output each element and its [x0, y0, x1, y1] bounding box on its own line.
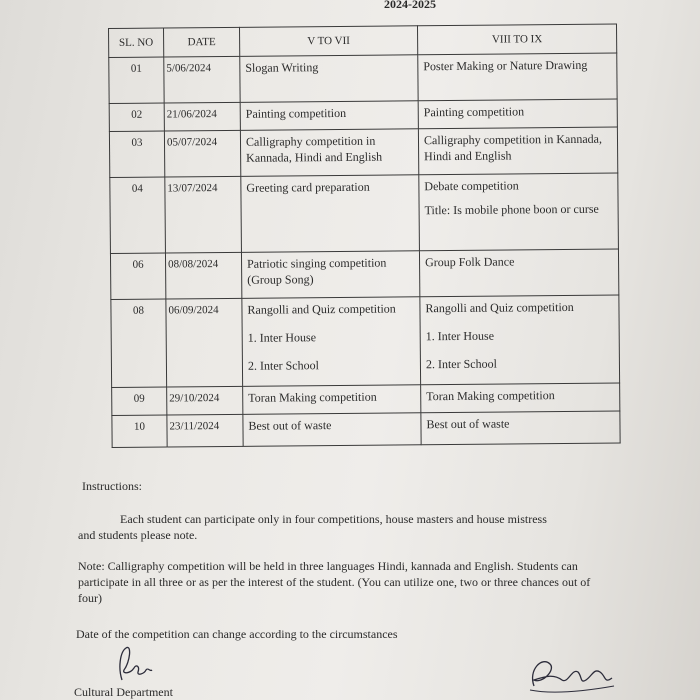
table-row [111, 295, 620, 387]
event-text: Calligraphy competition in Kannada, Hindi and English [245, 133, 383, 165]
header-viii-to-ix: VIII TO IX [417, 24, 616, 55]
table-row [110, 173, 619, 253]
viii-ix-cell [418, 99, 617, 129]
header-date: DATE [164, 27, 240, 57]
table-row [109, 99, 617, 131]
event-text: Patriotic singing competition (Group Song) [247, 255, 387, 287]
sl-no-cell: 10 [112, 415, 167, 447]
date-cell: 29/10/2024 [167, 386, 243, 415]
date-cell: 06/09/2024 [166, 298, 243, 387]
sub-item-text: 1. Inter House [247, 330, 317, 345]
table-row [112, 383, 620, 415]
v-vii-cell [240, 55, 418, 103]
cultural-department-label: Cultural Department [74, 685, 173, 699]
sl-no-cell: 09 [112, 387, 167, 415]
sl-no-cell: 03 [109, 131, 164, 177]
event-text: Toran Making competition [426, 388, 555, 404]
event-text: Painting competition [423, 104, 525, 120]
instructions-heading: Instructions: [82, 479, 142, 493]
viii-ix-cell [419, 249, 618, 297]
table-row [109, 127, 617, 177]
event-text: Greeting card preparation [246, 179, 370, 195]
event-text: Debate competition [424, 178, 519, 194]
event-text: Calligraphy competition in Kannada, Hindi and English [423, 131, 603, 164]
event-text: Rangolli and Quiz competition [425, 299, 574, 316]
table-row [110, 249, 618, 299]
viii-ix-cell [419, 173, 619, 251]
event-text: Rangolli and Quiz competition [247, 301, 396, 317]
table-header-row [109, 24, 617, 57]
date-cell: 13/07/2024 [165, 176, 242, 253]
sub-item-text: 2. Inter School [425, 356, 498, 372]
viii-ix-cell [421, 411, 620, 445]
event-text: Poster Making or Nature Drawing [423, 57, 588, 74]
v-vii-cell [243, 413, 421, 447]
viii-ix-cell [418, 127, 617, 175]
v-vii-cell [241, 251, 419, 299]
signature-mark-right [520, 650, 620, 696]
event-text: Toran Making competition [248, 389, 377, 405]
signature-mark-left [112, 640, 156, 688]
date-cell: 08/08/2024 [165, 252, 241, 299]
event-text: Best out of waste [248, 418, 332, 433]
instruction-paragraph: Each student can participate only in four competitions, house masters and house mistress and students please note. [78, 512, 547, 542]
sl-no-cell: 02 [109, 103, 164, 131]
sl-no-cell: 04 [110, 177, 166, 253]
date-cell: 05/07/2024 [164, 130, 240, 177]
v-vii-cell [243, 385, 421, 415]
date-change-note: Date of the competition can change according to the circumstances [76, 627, 398, 641]
table-row [112, 411, 620, 447]
v-vii-cell [240, 129, 418, 177]
debate-title-text: Title: Is mobile phone boon or curse [424, 201, 599, 218]
event-text: Best out of waste [426, 416, 510, 432]
event-text: Group Folk Dance [424, 254, 515, 270]
header-v-to-vii: V TO VII [239, 26, 417, 57]
header-sl-no: SL. NO [109, 28, 164, 57]
viii-ix-cell [420, 295, 620, 385]
v-vii-cell [242, 297, 421, 387]
calligraphy-note: Note: Calligraphy competition will be held in three languages Hindi, kannada and English. Students can participate in all three or as per the interest of the student. (You can utilize one, two or three chances out of four) [78, 559, 591, 605]
v-vii-cell [241, 175, 420, 253]
date-cell: 21/06/2024 [164, 102, 240, 131]
v-vii-cell [240, 101, 418, 131]
table-row [109, 53, 617, 103]
viii-ix-cell [421, 383, 620, 413]
event-text: Slogan Writing [245, 60, 319, 75]
viii-ix-cell [418, 53, 617, 101]
sl-no-cell: 01 [109, 57, 164, 103]
sl-no-cell: 06 [110, 253, 165, 299]
sub-item-text: 2. Inter School [247, 358, 320, 373]
sl-no-cell: 08 [111, 299, 167, 387]
date-cell: 5/06/2024 [164, 56, 240, 103]
event-text: Painting competition [245, 105, 347, 121]
competition-schedule-table [108, 24, 621, 448]
sub-item-text: 1. Inter House [425, 328, 495, 344]
academic-year: 2024-2025 [384, 0, 436, 11]
date-cell: 23/11/2024 [167, 414, 243, 447]
